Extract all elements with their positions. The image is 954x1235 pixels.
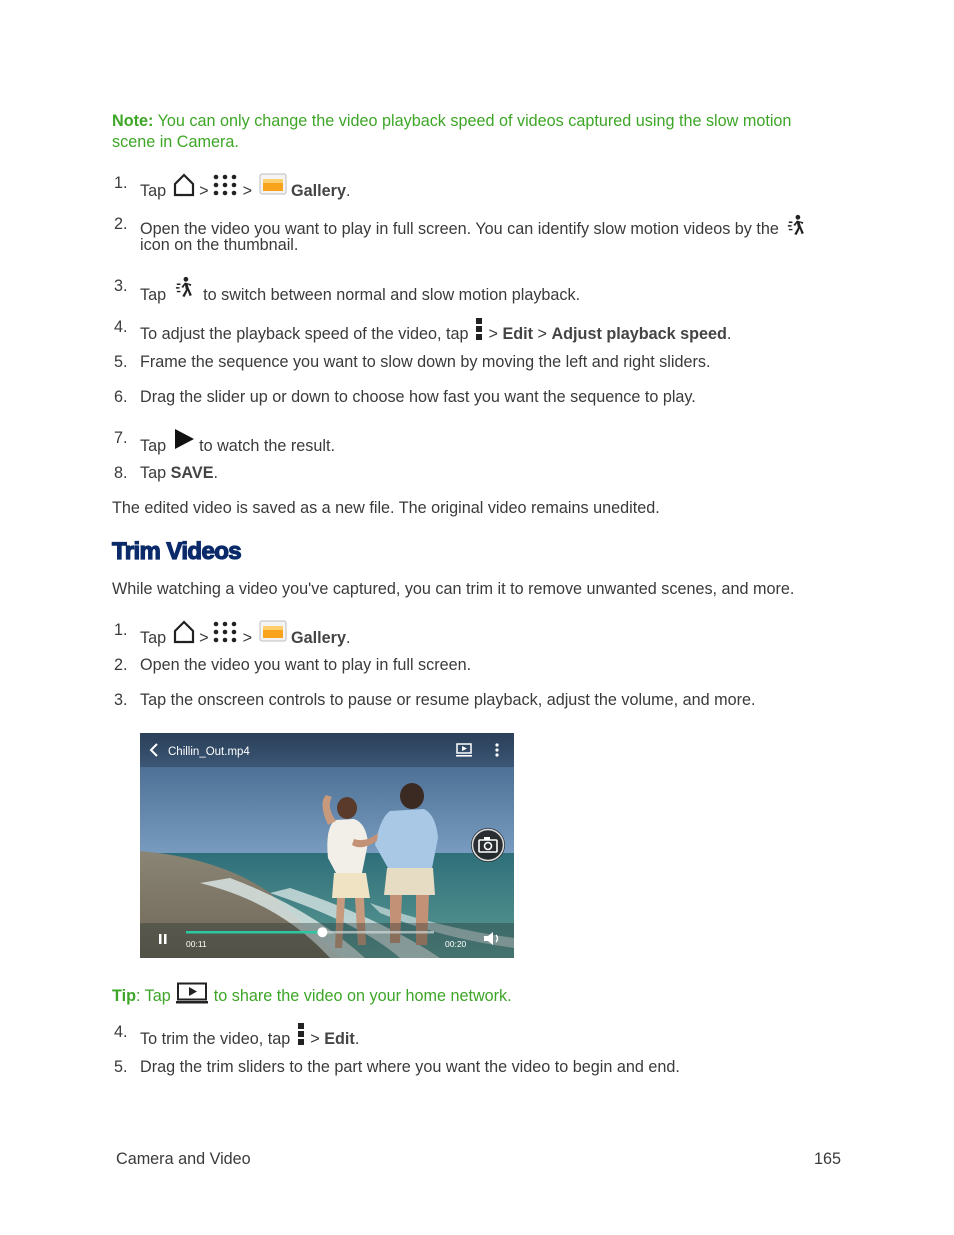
video-filename: Chillin_Out.mp4 [168, 746, 250, 758]
edit-label: Edit [502, 325, 534, 343]
footer-page-number: 165 [814, 1150, 842, 1168]
step-number: 1. [114, 174, 128, 192]
save-label: SAVE [170, 464, 214, 482]
note-callout [112, 111, 832, 153]
separator: > [242, 629, 253, 647]
step-text: Drag the trim sliders to the part where you want the video to begin and end. [140, 1058, 680, 1076]
step-number: 4. [114, 318, 128, 336]
tip-callout [112, 982, 512, 1007]
step-text: Tap [140, 629, 167, 647]
step-number: 1. [114, 621, 128, 639]
separator: > [199, 629, 209, 647]
punctuation: . [345, 182, 351, 200]
gallery-label: Gallery [291, 182, 346, 200]
step-number: 4. [114, 1023, 128, 1041]
separator: > [242, 182, 253, 200]
step-number: 8. [114, 464, 128, 482]
play-icon [173, 428, 195, 450]
slow-motion-icon [787, 214, 807, 236]
step-number: 5. [114, 1058, 128, 1076]
separator: > [537, 325, 547, 343]
step-text-continued: icon on the thumbnail. [140, 236, 299, 254]
tip-label: Tip [112, 987, 136, 1005]
step-text: To trim the video, tap [140, 1030, 291, 1048]
punctuation: . [345, 629, 351, 647]
apps-grid-icon [212, 173, 238, 197]
step-text: Tap [140, 286, 167, 304]
step-number: 6. [114, 388, 128, 406]
step-text: Open the video you want to play in full screen. You can identify slow motion videos by the [140, 220, 779, 238]
section-intro: While watching a video you've captured, you can trim it to remove unwanted scenes, and more. [112, 580, 795, 598]
total-time: 00:20 [445, 939, 467, 949]
punctuation: . [726, 325, 732, 343]
adjust-playback-speed-label: Adjust playback speed [551, 325, 727, 343]
tip-text: : Tap [135, 987, 171, 1005]
home-icon [173, 620, 195, 644]
slow-motion-icon [175, 276, 195, 298]
step-number: 3. [114, 691, 128, 709]
step-number: 3. [114, 277, 128, 295]
step-text: to watch the result. [199, 437, 335, 455]
step-number: 5. [114, 353, 128, 371]
step-text: To adjust the playback speed of the video, tap [140, 325, 469, 343]
edited-video-note: The edited video is saved as a new file. The original video remains unedited. [112, 499, 660, 517]
step-text: to switch between normal and slow motion playback. [203, 286, 581, 304]
step-text: Tap [140, 464, 167, 482]
current-time: 00:11 [186, 939, 207, 949]
step-number: 7. [114, 429, 128, 447]
overflow-menu-icon[interactable] [495, 743, 498, 756]
section-title: Trim Videos [112, 538, 242, 565]
edit-label: Edit [324, 1030, 355, 1048]
gallery-app-icon [259, 173, 287, 195]
capture-frame-button[interactable] [471, 828, 505, 862]
video-player-screenshot [140, 733, 514, 958]
separator: > [199, 182, 209, 200]
more-vertical-icon [475, 317, 483, 341]
tip-text: to share the video on your home network. [213, 987, 512, 1005]
step-text: Tap the onscreen controls to pause or resume playback, adjust the volume, and more. [140, 691, 756, 709]
more-vertical-icon [297, 1022, 305, 1046]
step-number: 2. [114, 656, 128, 674]
footer-section-name: Camera and Video [116, 1150, 251, 1168]
gallery-app-icon [259, 620, 287, 642]
step-text: Tap [140, 437, 167, 455]
punctuation: . [354, 1030, 360, 1048]
progress-scrubber[interactable] [317, 927, 327, 937]
apps-grid-icon [212, 620, 238, 644]
step-text: Drag the slider up or down to choose how fast you want the sequence to play. [140, 388, 696, 406]
home-icon [173, 173, 195, 197]
note-text: You can only change the video playback speed of videos captured using the slow motion scene in Camera. [112, 112, 792, 151]
note-label: Note: [112, 112, 154, 130]
gallery-label: Gallery [291, 629, 346, 647]
share-media-icon [176, 982, 208, 1004]
separator: > [488, 325, 498, 343]
step-number: 2. [114, 215, 128, 233]
separator: > [310, 1030, 320, 1048]
step-text: Tap [140, 182, 167, 200]
progress-fill [186, 931, 322, 934]
beach-video-frame [140, 733, 514, 958]
punctuation: . [213, 464, 218, 482]
step-text: Open the video you want to play in full screen. [140, 656, 472, 674]
step-text: Frame the sequence you want to slow down by moving the left and right sliders. [140, 353, 711, 371]
